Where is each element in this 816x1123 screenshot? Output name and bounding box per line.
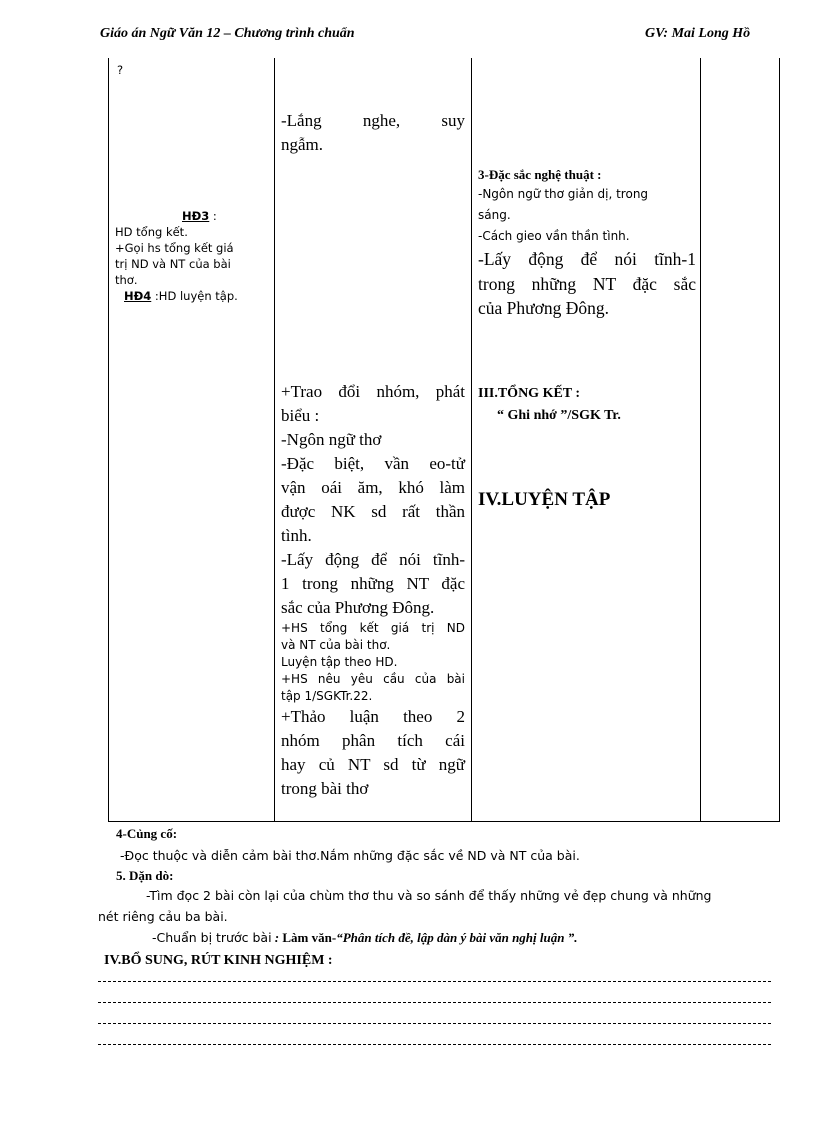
header-left-title: Giáo án Ngữ Văn 12 – Chương trình chuẩn [100,26,355,41]
consolidate-text: -Đọc thuộc và diễn cảm bài thơ.Nắm những đặc sắc về ND và NT của bài. [120,848,580,863]
rhyme-line-4: tình. [281,526,312,545]
rhyme-line-3: được NK sd rất thần [281,502,465,521]
rhyme-line-2: vận oái ăm, khó làm [281,478,465,497]
assign-text-2: nét riêng cảu ba bài. [98,909,228,924]
hd3-heading [115,208,271,224]
art-line-3: -Cách gieo vần thần tình. [478,229,630,243]
discuss-line-2: nhóm phân tích cái [281,731,465,750]
prepare-line [152,930,577,946]
notes-line-4 [98,1044,771,1045]
discuss-line-3: hay củ NT sd từ ngữ [281,755,465,774]
hd4-text: :HD luyện tập. [151,289,238,303]
table-divider-2 [471,58,472,821]
listen-line-2: ngẫm. [281,135,324,154]
move-line-1: -Lấy động để nói tĩnh- [281,550,465,569]
summary-line-1: +HS tổng kết giá trị ND [281,621,465,635]
notes-line-1 [98,981,771,982]
supplement-heading: IV.BỔ SUNG, RÚT KINH NGHIỆM : [104,953,333,968]
discuss-line-1: +Thảo luận theo 2 [281,707,465,726]
table-divider-1 [274,58,275,821]
student-activity-block [281,380,465,801]
art-line-2: sáng. [478,208,511,222]
hd3-label: HĐ3 [182,209,210,223]
art-line-4a: -Lấy động để nói tĩnh-1 [478,249,696,269]
art-heading: 3-Đặc sắc nghệ thuật : [478,167,602,182]
hd3-colon: : [209,209,217,223]
listen-block [281,109,465,157]
hd3-line-1: HD tổng kết. [115,225,188,239]
task-line-1: +HS nêu yêu cầu của bài [281,672,465,686]
group-line-2: biểu : [281,406,320,425]
discuss-line-4: trong bài thơ [281,779,369,798]
hd4-label: HĐ4 [124,289,152,303]
hd3-line-2: +Gọi hs tổng kết giá [115,241,234,255]
rhyme-line-1: -Đặc biệt, vần eo-tử [281,454,465,473]
prepare-prefix: -Chuẩn bị trước bài [152,930,272,945]
header-teacher-name: GV: Mai Long Hồ [645,26,751,41]
art-line-4c: của Phương Đông. [478,298,610,318]
group-line-1: +Trao đổi nhóm, phát [281,382,465,401]
prepare-colon: : [271,930,283,945]
consolidate-heading: 4-Củng cố: [116,826,178,841]
prepare-italic: “Phân tích đề, lập dàn ý bài văn nghị luận ”. [336,930,578,945]
task-line-2: tập 1/SGKTr.22. [281,689,373,703]
assign-heading: 5. Dặn dò: [116,868,174,883]
art-line-4b: trong những NT đặc sắc [478,273,696,294]
summary-note: “ Ghi nhớ ”/SGK Tr. [497,408,621,423]
lesson-table [108,58,780,822]
move-line-3: sắc của Phương Đông. [281,598,435,617]
art-line-1: -Ngôn ngữ thơ giản dị, trong [478,187,649,201]
prepare-bold: Làm văn- [282,930,337,945]
notes-line-3 [98,1023,771,1024]
summary-line-2: và NT của bài thơ. [281,638,391,652]
hd3-line-3: trị ND và NT của bài [115,257,231,271]
move-line-2: 1 trong những NT đặc [281,574,465,593]
art-block [478,166,696,321]
assign-text-1: -Tìm đọc 2 bài còn lại của chùm thơ thu và so sánh để thấy những vẻ đẹp chung và những [146,888,712,903]
hd4-heading [115,288,271,304]
language-line: -Ngôn ngữ thơ [281,430,382,449]
notes-line-2 [98,1002,771,1003]
listen-line-1: -Lắng nghe, suy [281,111,465,130]
practice-line: Luyện tập theo HD. [281,655,398,669]
hd3-line-4: thơ. [115,273,138,287]
question-mark: ? [117,63,124,77]
table-divider-3 [700,58,701,821]
hd3-block [115,208,271,304]
practice-heading: IV.LUYỆN TẬP [478,489,611,510]
summary-heading: III.TỔNG KẾT : [478,386,581,401]
